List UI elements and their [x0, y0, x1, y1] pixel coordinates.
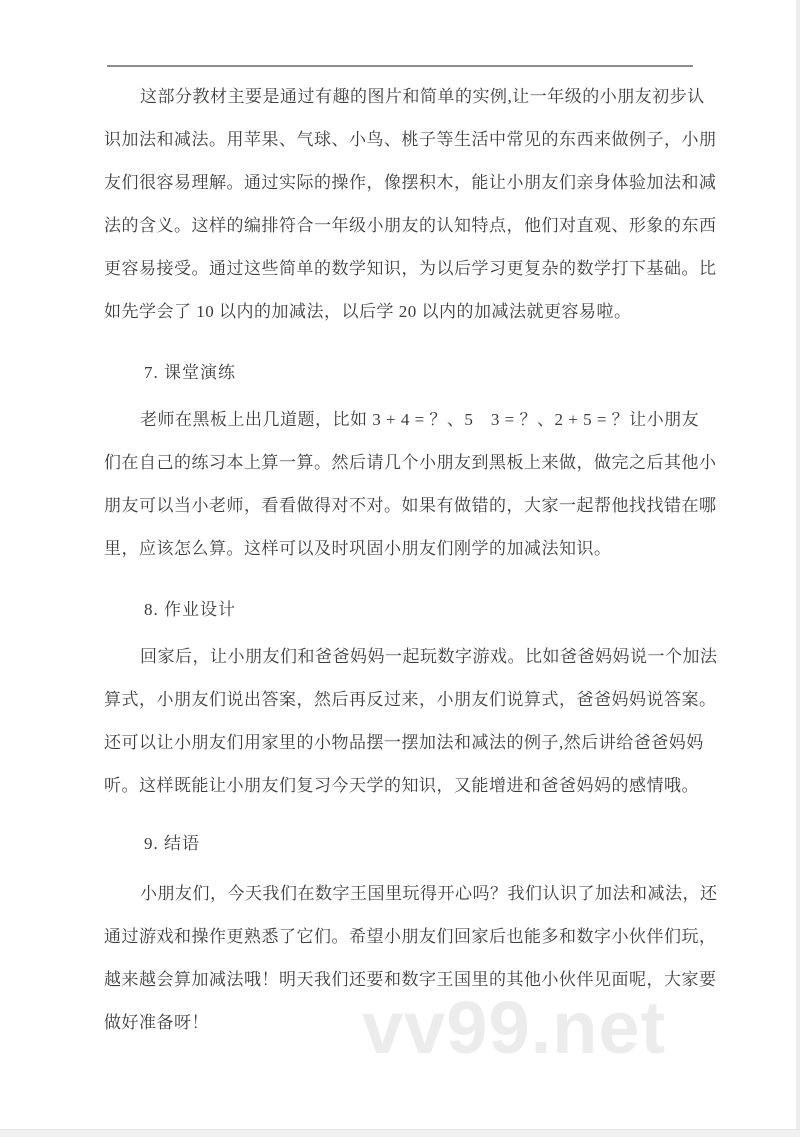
intro-paragraph — [104, 75, 717, 333]
text-line: 还可以让小朋友们用家里的小物品摆一摆加法和减法的例子,然后讲给爸爸妈妈 — [104, 733, 704, 752]
text-line: 更容易接受。通过这些简单的数学知识，为以后学习更复杂的数学打下基础。比 — [104, 259, 717, 278]
text-line: 友们很容易理解。通过实际的操作，像摆积木，能让小朋友们亲身体验加法和减 — [104, 173, 717, 192]
section-heading-9: 9. 结语 — [144, 834, 200, 853]
text-line: 听。这样既能让小朋友们复习今天学的知识，又能增进和爸爸妈妈的感情哦。 — [104, 776, 699, 795]
text-line: 法的含义。这样的编排符合一年级小朋友的认知特点，他们对直观、形象的东西 — [104, 216, 717, 235]
bottom-edge-strip — [0, 1129, 800, 1137]
text-line: 这部分教材主要是通过有趣的图片和简单的实例,让一年级的小朋友初步认 — [140, 87, 705, 106]
text-line: 做好准备呀！ — [104, 1013, 209, 1032]
text-line: 算式，小朋友们说出答案，然后再反过来，小朋友们说算式，爸爸妈妈说答案。 — [104, 690, 717, 709]
site-watermark: vv99.net — [362, 986, 667, 1069]
right-edge-strip — [796, 0, 800, 1137]
text-line: 小朋友们，今天我们在数字王国里玩得开心吗？我们认识了加法和减法，还 — [140, 884, 718, 903]
section7-paragraph — [104, 398, 717, 570]
text-line: 老师在黑板上出几道题，比如 3 + 4 = ？、5 3 = ？、2 + 5 = ？让小朋友 — [140, 410, 700, 429]
text-line: 们在自己的练习本上算一算。然后请几个小朋友到黑板上来做，做完之后其他小 — [104, 453, 717, 472]
section-heading-7: 7. 课堂演练 — [144, 363, 236, 382]
text-line: 里，应该怎么算。这样可以及时巩固小朋友们刚学的加减法知识。 — [104, 539, 612, 558]
text-line: 越来越会算加减法哦！明天我们还要和数字王国里的其他小伙伴见面呢，大家要 — [104, 970, 717, 989]
section-heading-8: 8. 作业设计 — [144, 600, 236, 619]
text-line: 回家后，让小朋友们和爸爸妈妈一起玩数字游戏。比如爸爸妈妈说一个加法 — [140, 647, 718, 666]
text-line: 朋友可以当小老师，看看做得对不对。如果有做错的，大家一起帮他找找错在哪 — [104, 496, 717, 515]
section8-paragraph — [104, 635, 718, 807]
header-divider-line — [107, 65, 693, 67]
text-line: 通过游戏和操作更熟悉了它们。希望小朋友们回家后也能多和数字小伙伴们玩， — [104, 927, 717, 946]
text-line: 如先学会了 10 以内的加减法，以后学 20 以内的加减法就更容易啦。 — [104, 302, 632, 321]
text-line: 识加法和减法。用苹果、气球、小鸟、桃子等生活中常见的东西来做例子，小朋 — [104, 130, 717, 149]
